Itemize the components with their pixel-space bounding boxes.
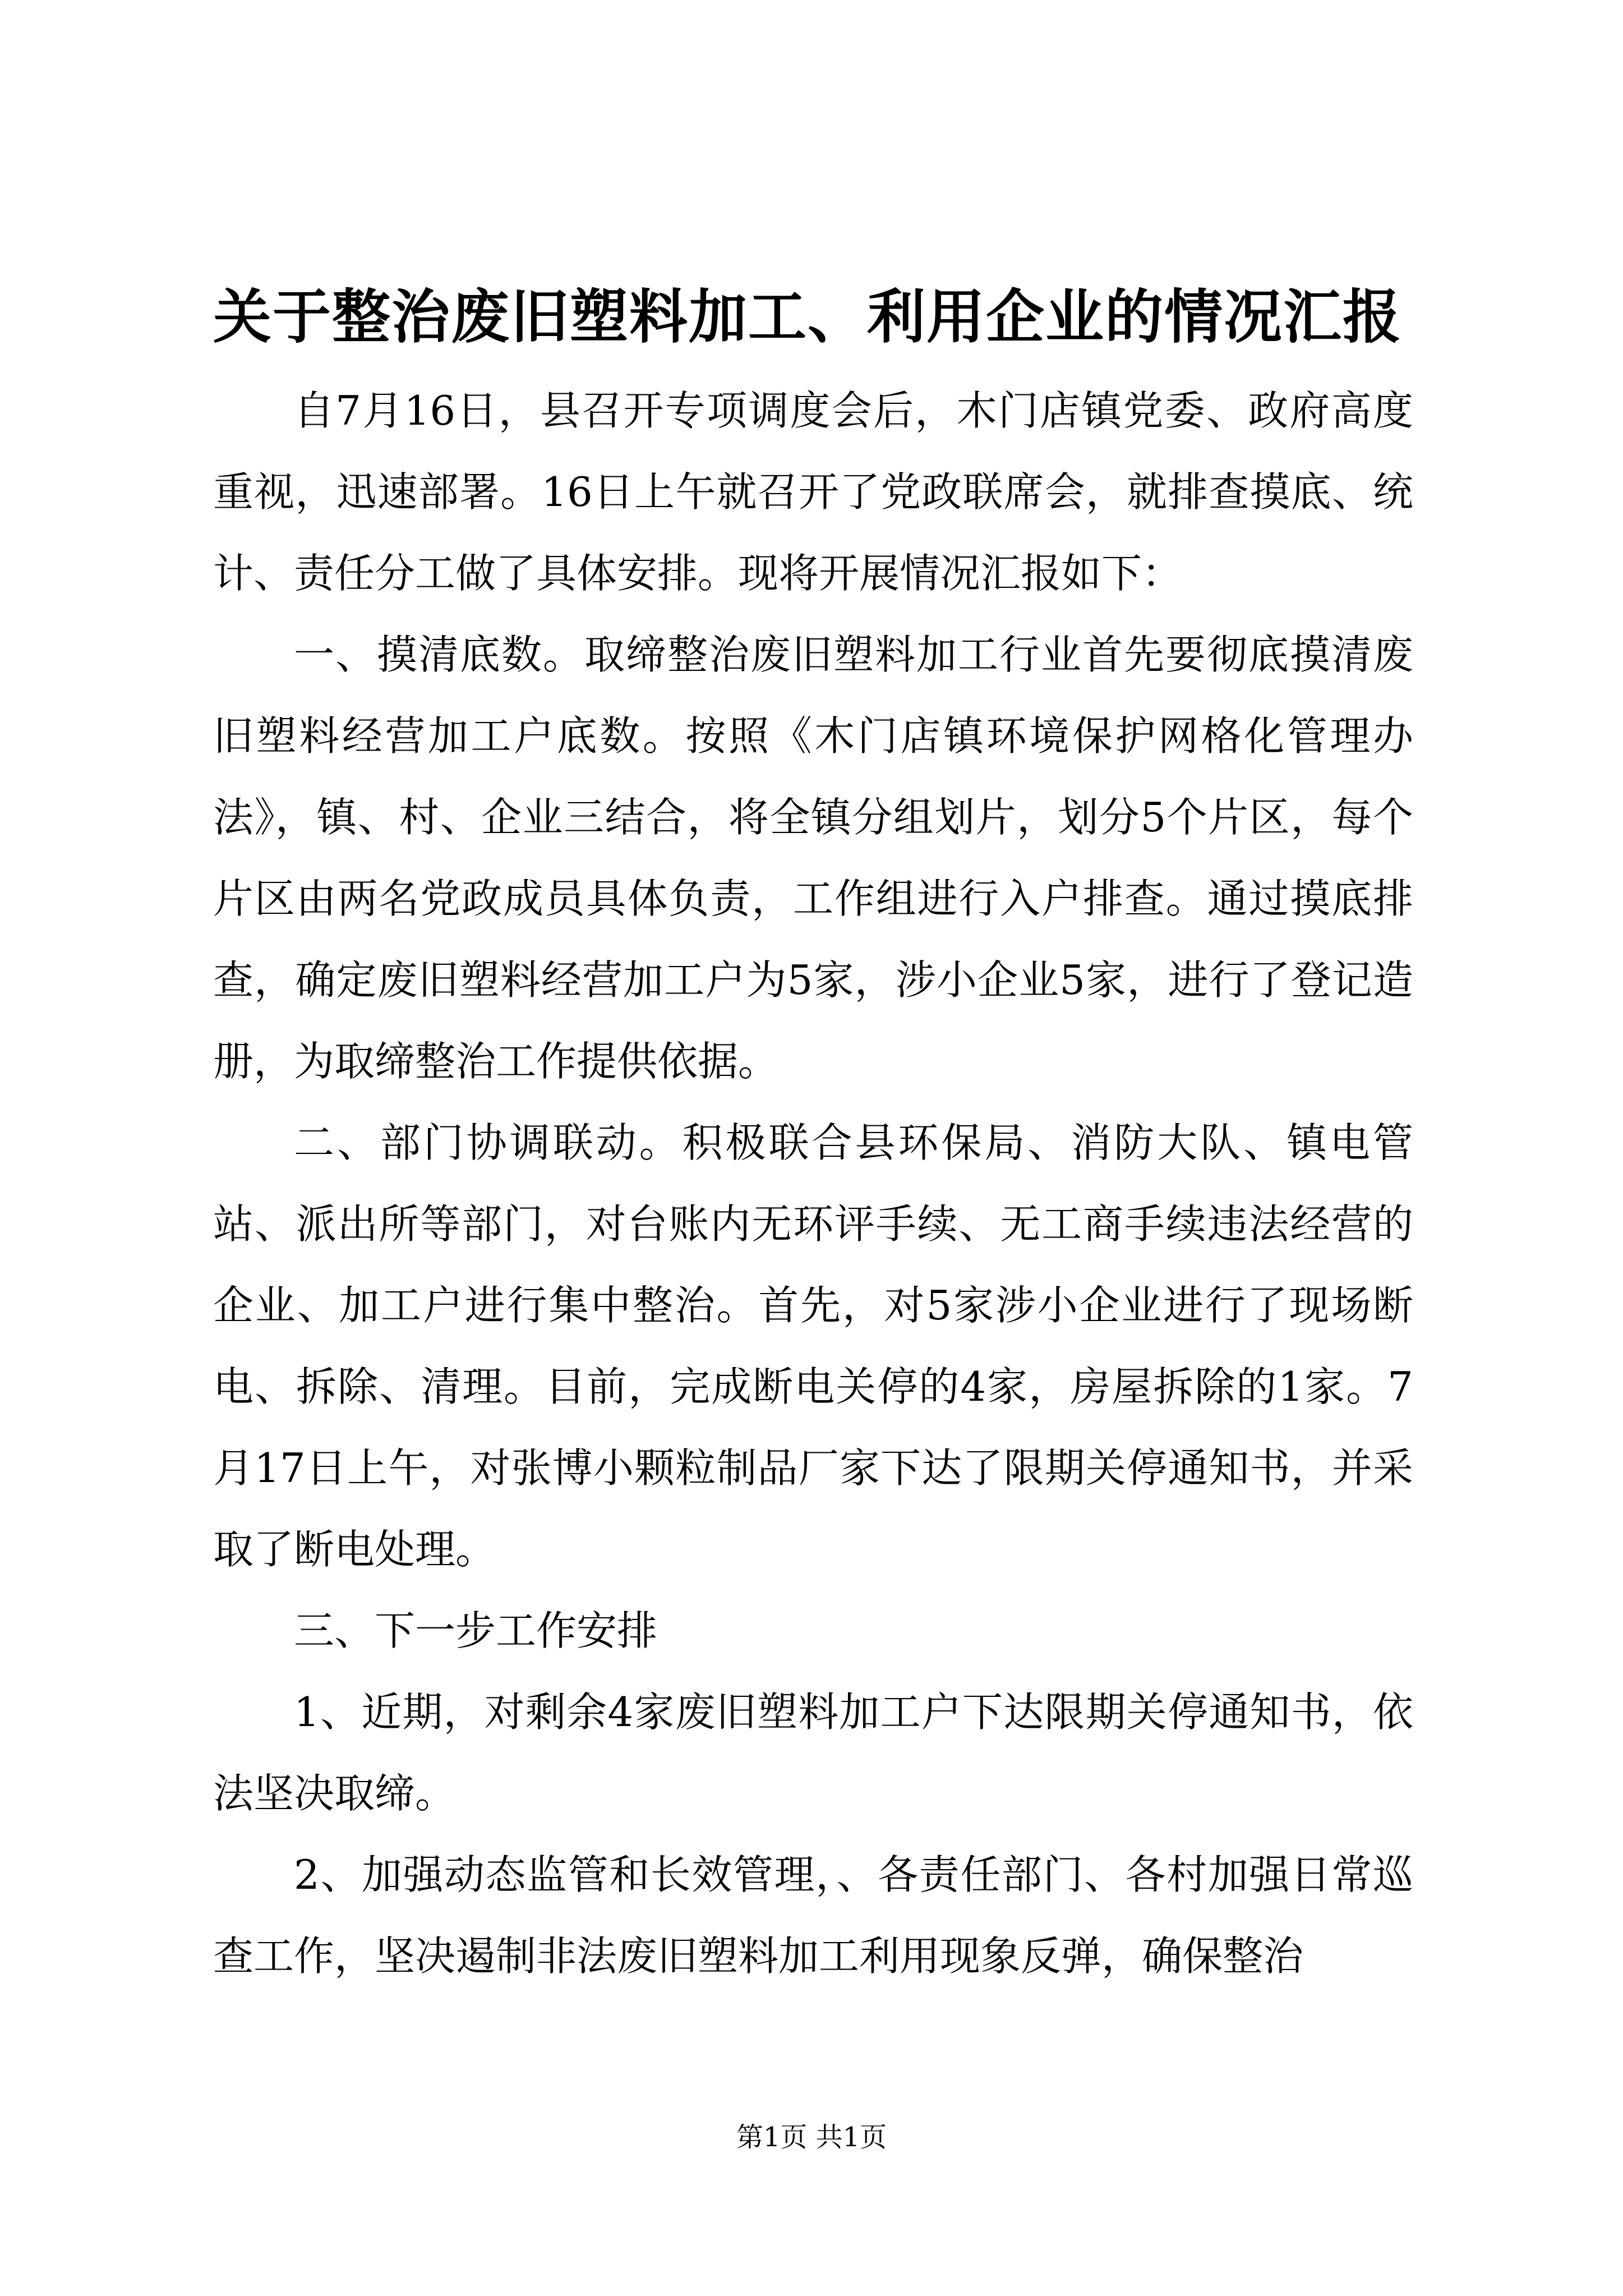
document-body: [213, 370, 1413, 1997]
paragraph-intro: 自7月16日，县召开专项调度会后，木门店镇党委、政府高度重视，迅速部署。16日上午就召开了党政联席会，就排查摸底、统计、责任分工做了具体安排。现将开展情况汇报如下：: [213, 387, 1413, 597]
paragraph-section-3-heading: 三、下一步工作安排: [294, 1607, 658, 1654]
paragraph-section-2: 二、部门协调联动。积极联合县环保局、消防大队、镇电管站、派出所等部门，对台账内无环评手续、无工商手续违法经营的企业、加工户进行集中整治。首先，对5家涉小企业进行了现场断电、拆除、清理。目前，完成断电关停的4家，房屋拆除的1家。7月17日上午，对张博小颗粒制品厂家下达了限期关停通知书，并采取了断电处理。: [213, 1119, 1413, 1573]
paragraph-item-2: 2、加强动态监管和长效管理，、各责任部门、各村加强日常巡查工作，坚决遏制非法废旧塑料加工利用现象反弹，确保整治: [213, 1851, 1413, 1980]
paragraph-item-1: 1、近期，对剩余4家废旧塑料加工户下达限期关停通知书，依法坚决取缔。: [213, 1688, 1413, 1817]
document-title: 关于整治废旧塑料加工、利用企业的情况汇报: [213, 282, 1403, 351]
paragraph-section-1: 一、摸清底数。取缔整治废旧塑料加工行业首先要彻底摸清废旧塑料经营加工户底数。按照《木门店镇环境保护网格化管理办法》，镇、村、企业三结合，将全镇分组划片，划分5个片区，每个片区由两名党政成员具体负责，工作组进行入户排查。通过摸底排查，确定废旧塑料经营加工户为5家，涉小企业5家，进行了登记造册，为取缔整治工作提供依据。: [213, 631, 1413, 1085]
page-footer: 第1页 共1页: [736, 2122, 887, 2153]
